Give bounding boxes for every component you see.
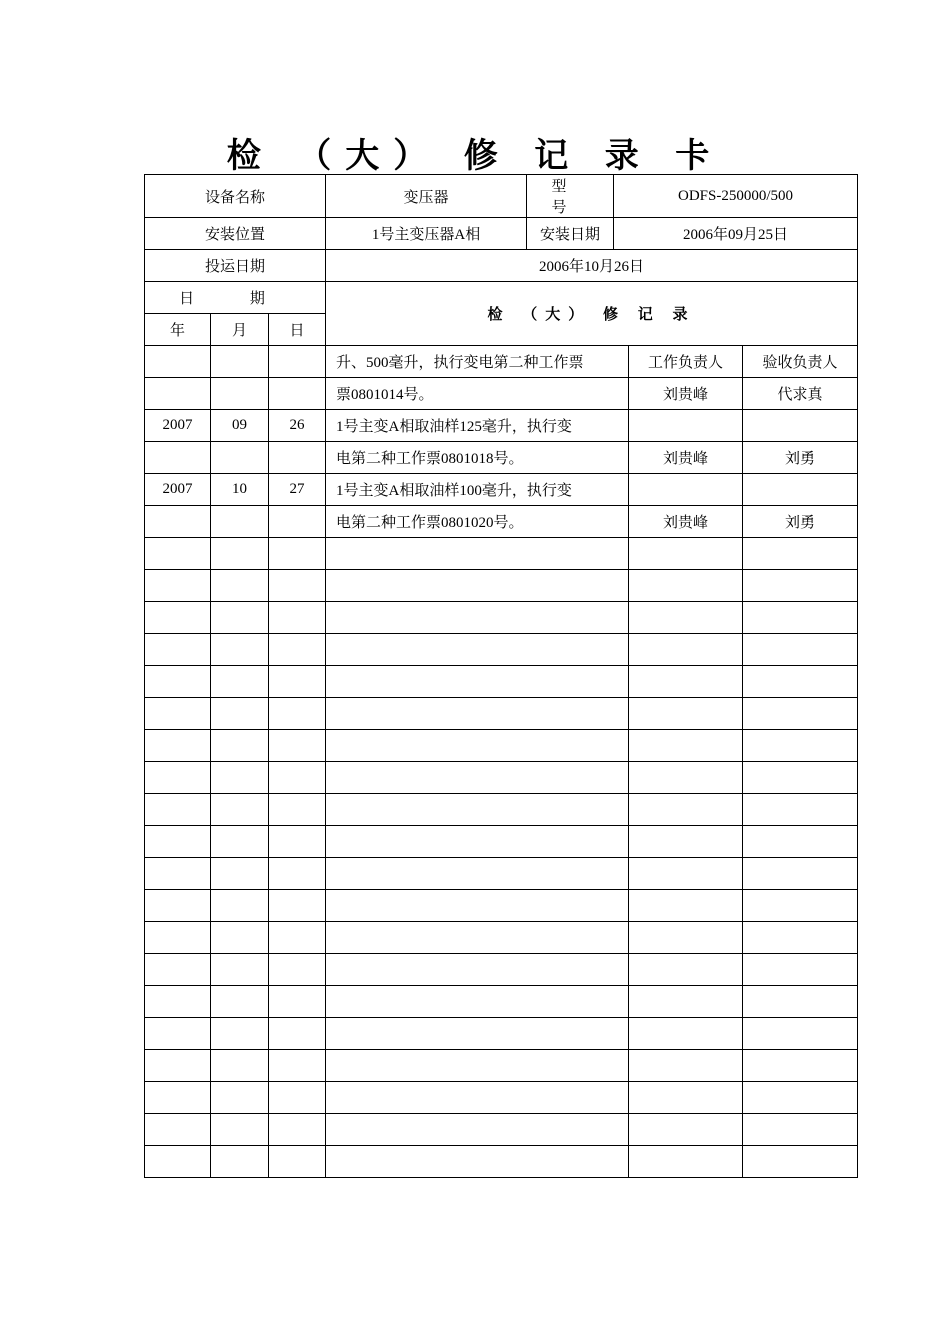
record-month-cell (211, 794, 269, 826)
record-checker-cell (743, 538, 858, 570)
record-day-cell (269, 666, 326, 698)
record-day-cell (269, 538, 326, 570)
record-year-cell (145, 1018, 211, 1050)
record-year-cell (145, 666, 211, 698)
device-name-value: 变压器 (326, 175, 527, 218)
record-year-cell (145, 826, 211, 858)
record-day-cell (269, 1050, 326, 1082)
table-row (145, 410, 858, 442)
record-worker-cell (629, 474, 743, 506)
table-row (145, 506, 858, 538)
record-day-cell (269, 1082, 326, 1114)
record-checker-cell (743, 858, 858, 890)
record-day-cell (269, 698, 326, 730)
record-month-cell (211, 538, 269, 570)
record-month-cell (211, 506, 269, 538)
record-checker-cell (743, 762, 858, 794)
year-column-label: 年 (145, 314, 211, 346)
record-worker-cell (629, 1114, 743, 1146)
record-year-cell (145, 602, 211, 634)
table-row (145, 1082, 858, 1114)
record-month-cell (211, 954, 269, 986)
record-worker-cell (629, 730, 743, 762)
table-row (145, 698, 858, 730)
record-description-cell: 电第二种工作票0801020号。 (326, 506, 629, 538)
record-worker-cell: 刘贵峰 (629, 442, 743, 474)
record-month-cell (211, 826, 269, 858)
record-checker-cell (743, 474, 858, 506)
record-day-cell (269, 1018, 326, 1050)
record-day-cell (269, 634, 326, 666)
table-row (145, 666, 858, 698)
record-worker-cell (629, 698, 743, 730)
record-worker-cell: 刘贵峰 (629, 378, 743, 410)
model-value: ODFS-250000/500 (614, 175, 858, 218)
record-year-cell (145, 858, 211, 890)
record-year-cell: 2007 (145, 474, 211, 506)
table-row (145, 1114, 858, 1146)
record-checker-cell (743, 954, 858, 986)
record-month-cell (211, 762, 269, 794)
record-worker-cell (629, 922, 743, 954)
record-description-cell (326, 762, 629, 794)
record-worker-cell (629, 826, 743, 858)
record-year-cell (145, 954, 211, 986)
record-description-cell (326, 538, 629, 570)
record-checker-cell (743, 794, 858, 826)
record-checker-cell (743, 890, 858, 922)
record-description-cell (326, 634, 629, 666)
record-checker-cell (743, 986, 858, 1018)
record-month-cell: 10 (211, 474, 269, 506)
record-checker-cell (743, 1146, 858, 1178)
record-year-cell (145, 442, 211, 474)
record-checker-cell (743, 826, 858, 858)
record-description-cell (326, 1146, 629, 1178)
record-description-cell (326, 1018, 629, 1050)
record-day-cell (269, 442, 326, 474)
record-worker-cell (629, 1050, 743, 1082)
record-checker-cell: 刘勇 (743, 506, 858, 538)
record-worker-cell (629, 666, 743, 698)
record-month-cell (211, 698, 269, 730)
model-label (527, 175, 614, 218)
record-month-cell: 09 (211, 410, 269, 442)
record-month-cell (211, 890, 269, 922)
record-checker-cell (743, 698, 858, 730)
record-day-cell (269, 922, 326, 954)
record-worker-cell (629, 794, 743, 826)
record-month-cell (211, 922, 269, 954)
record-checker-cell (743, 410, 858, 442)
table-row (145, 474, 858, 506)
record-day-cell (269, 890, 326, 922)
record-month-cell (211, 730, 269, 762)
record-description-cell (326, 922, 629, 954)
record-worker-cell (629, 1146, 743, 1178)
record-month-cell (211, 634, 269, 666)
table-row (145, 1018, 858, 1050)
info-row-location (145, 218, 858, 250)
record-worker-cell (629, 538, 743, 570)
record-description-cell: 电第二种工作票0801018号。 (326, 442, 629, 474)
day-column-label: 日 (269, 314, 326, 346)
install-date-value: 2006年09月25日 (614, 218, 858, 250)
table-row (145, 378, 858, 410)
record-year-cell (145, 922, 211, 954)
table-row (145, 954, 858, 986)
record-worker-cell: 工作负责人 (629, 346, 743, 378)
install-location-value: 1号主变压器A相 (326, 218, 527, 250)
record-day-cell (269, 794, 326, 826)
record-checker-cell (743, 1082, 858, 1114)
table-row (145, 602, 858, 634)
record-description-cell (326, 1082, 629, 1114)
table-row (145, 570, 858, 602)
record-year-cell (145, 346, 211, 378)
info-row-device (145, 175, 858, 218)
record-worker-cell (629, 1082, 743, 1114)
record-day-cell (269, 762, 326, 794)
info-row-commission (145, 250, 858, 282)
record-worker-cell (629, 570, 743, 602)
table-row (145, 346, 858, 378)
record-day-cell (269, 1114, 326, 1146)
record-description-cell (326, 666, 629, 698)
record-month-cell (211, 666, 269, 698)
record-description-cell (326, 698, 629, 730)
record-description-cell: 1号主变A相取油样125毫升，执行变 (326, 410, 629, 442)
record-description-cell (326, 730, 629, 762)
table-row (145, 730, 858, 762)
record-worker-cell (629, 634, 743, 666)
record-day-cell (269, 954, 326, 986)
record-worker-cell (629, 410, 743, 442)
table-row (145, 858, 858, 890)
record-checker-cell (743, 1018, 858, 1050)
record-checker-cell (743, 1114, 858, 1146)
record-month-cell (211, 602, 269, 634)
record-month-cell (211, 442, 269, 474)
record-year-cell (145, 730, 211, 762)
record-description-cell (326, 1114, 629, 1146)
record-year-cell (145, 1082, 211, 1114)
record-checker-cell (743, 666, 858, 698)
record-year-cell (145, 1114, 211, 1146)
record-checker-cell (743, 634, 858, 666)
maintenance-record-table (144, 174, 858, 1178)
record-year-cell (145, 538, 211, 570)
record-year-cell (145, 986, 211, 1018)
record-month-cell (211, 346, 269, 378)
install-date-label: 安装日期 (527, 218, 614, 250)
record-checker-cell (743, 730, 858, 762)
table-row (145, 826, 858, 858)
model-label-text: 型 号 (551, 179, 589, 216)
record-month-cell (211, 1114, 269, 1146)
record-month-cell (211, 1146, 269, 1178)
record-year-cell (145, 378, 211, 410)
month-column-label: 月 (211, 314, 269, 346)
record-description-cell (326, 570, 629, 602)
table-row (145, 634, 858, 666)
record-year-cell (145, 762, 211, 794)
commission-date-label: 投运日期 (145, 250, 326, 282)
record-year-cell (145, 634, 211, 666)
record-description-cell (326, 602, 629, 634)
record-worker-cell: 刘贵峰 (629, 506, 743, 538)
record-year-cell (145, 1146, 211, 1178)
record-checker-cell: 代求真 (743, 378, 858, 410)
record-month-cell (211, 570, 269, 602)
record-worker-cell (629, 1018, 743, 1050)
record-day-cell (269, 346, 326, 378)
table-row (145, 986, 858, 1018)
record-description-cell (326, 890, 629, 922)
table-row (145, 794, 858, 826)
record-year-cell (145, 506, 211, 538)
record-checker-cell (743, 602, 858, 634)
record-day-cell: 27 (269, 474, 326, 506)
record-worker-cell (629, 890, 743, 922)
date-label (145, 282, 326, 314)
record-worker-cell (629, 762, 743, 794)
record-month-cell (211, 1050, 269, 1082)
record-year-cell (145, 794, 211, 826)
record-checker-cell: 验收负责人 (743, 346, 858, 378)
record-day-cell (269, 826, 326, 858)
record-month-cell (211, 986, 269, 1018)
table-row (145, 1146, 858, 1178)
commission-date-value: 2006年10月26日 (326, 250, 858, 282)
record-day-cell: 26 (269, 410, 326, 442)
record-year-cell (145, 890, 211, 922)
record-checker-cell (743, 1050, 858, 1082)
record-day-cell (269, 730, 326, 762)
record-day-cell (269, 570, 326, 602)
record-description-cell: 升、500毫升，执行变电第二种工作票 (326, 346, 629, 378)
record-day-cell (269, 858, 326, 890)
record-section-title: 检 （大） 修 记 录 (326, 282, 858, 346)
device-name-label: 设备名称 (145, 175, 326, 218)
record-description-cell (326, 1050, 629, 1082)
record-description-cell (326, 794, 629, 826)
table-row (145, 1050, 858, 1082)
date-label-text: 日 期 (179, 291, 291, 307)
record-worker-cell (629, 858, 743, 890)
record-checker-cell: 刘勇 (743, 442, 858, 474)
page-title: 检 （大） 修 记 录 卡 (226, 138, 724, 175)
record-worker-cell (629, 954, 743, 986)
install-location-label: 安装位置 (145, 218, 326, 250)
record-year-cell: 2007 (145, 410, 211, 442)
record-month-cell (211, 378, 269, 410)
table-row (145, 762, 858, 794)
record-worker-cell (629, 602, 743, 634)
record-day-cell (269, 1146, 326, 1178)
record-year-cell (145, 1050, 211, 1082)
record-day-cell (269, 986, 326, 1018)
record-checker-cell (743, 570, 858, 602)
record-worker-cell (629, 986, 743, 1018)
record-description-cell (326, 954, 629, 986)
record-description-cell: 票0801014号。 (326, 378, 629, 410)
record-day-cell (269, 602, 326, 634)
record-header-row (145, 282, 858, 314)
record-year-cell (145, 698, 211, 730)
record-description-cell: 1号主变A相取油样100毫升，执行变 (326, 474, 629, 506)
table-row (145, 442, 858, 474)
table-row (145, 890, 858, 922)
record-year-cell (145, 570, 211, 602)
record-month-cell (211, 858, 269, 890)
record-day-cell (269, 378, 326, 410)
record-month-cell (211, 1018, 269, 1050)
record-description-cell (326, 826, 629, 858)
record-day-cell (269, 506, 326, 538)
table-row (145, 922, 858, 954)
record-description-cell (326, 986, 629, 1018)
record-description-cell (326, 858, 629, 890)
record-month-cell (211, 1082, 269, 1114)
table-row (145, 538, 858, 570)
record-checker-cell (743, 922, 858, 954)
